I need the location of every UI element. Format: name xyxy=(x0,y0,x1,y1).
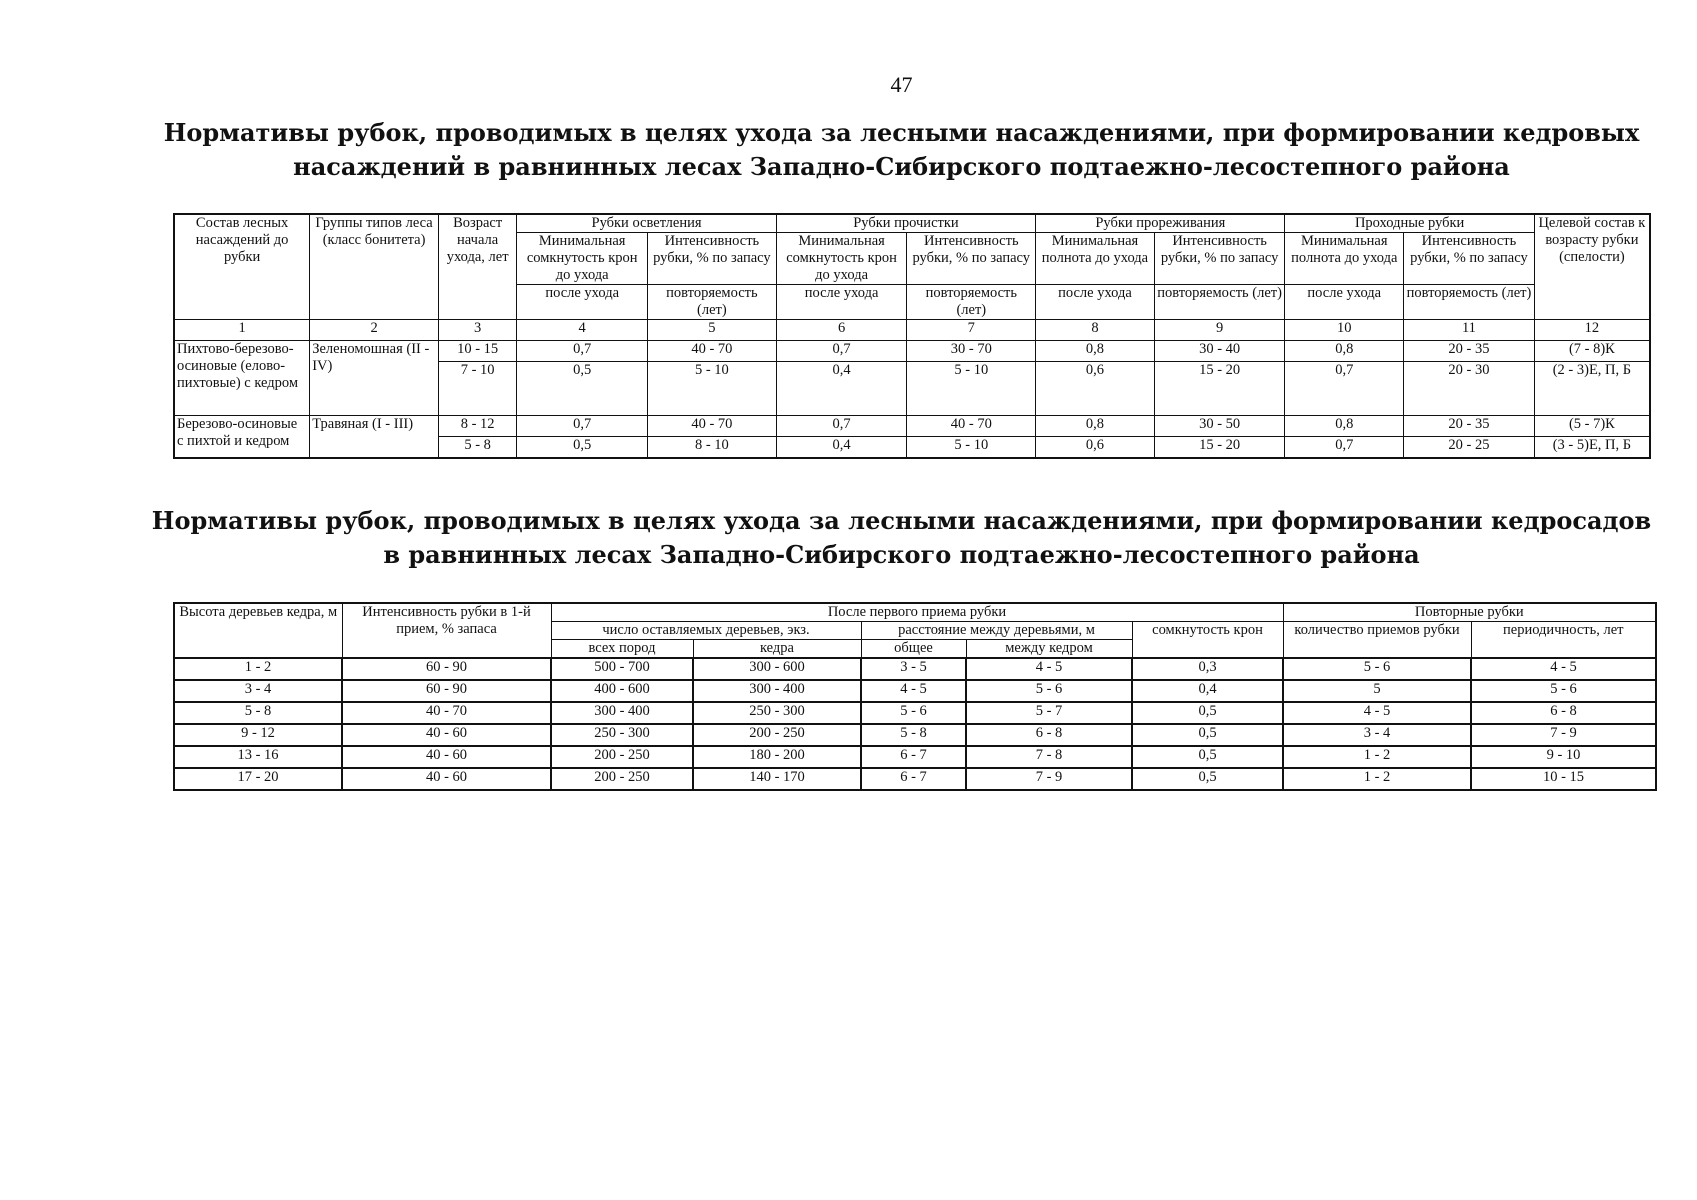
table-cell: 8 - 10 xyxy=(648,437,777,459)
table-cell: 5 - 6 xyxy=(966,680,1132,702)
header-canopy: сомкнутость крон xyxy=(1132,622,1283,659)
header-period: периодичность, лет xyxy=(1471,622,1656,659)
table-row xyxy=(174,658,1656,680)
group-forest-type: Зеленомошная (II - IV) xyxy=(310,341,439,416)
table-cell: 250 - 300 xyxy=(551,724,693,746)
table-cell: 7 - 8 xyxy=(966,746,1132,768)
table-cell: 0,7 xyxy=(776,341,907,362)
table-cell: (3 - 5)Е, П, Б xyxy=(1534,437,1650,459)
column-number: 3 xyxy=(438,320,516,341)
table-cell: 5 - 7 xyxy=(966,702,1132,724)
table-row xyxy=(174,680,1656,702)
header-cedar: кедра xyxy=(693,640,861,659)
table-cell: 4 - 5 xyxy=(1471,658,1656,680)
table-cell: 0,6 xyxy=(1036,362,1155,416)
table-cell: 0,7 xyxy=(776,416,907,437)
table1-column-numbers xyxy=(174,320,1650,341)
header-repeat: повторяемость (лет) xyxy=(648,285,777,320)
table-cell: (7 - 8)К xyxy=(1534,341,1650,362)
table-cell: 20 - 30 xyxy=(1404,362,1535,416)
table-cell: 30 - 50 xyxy=(1154,416,1285,437)
table-cell: 20 - 35 xyxy=(1404,341,1535,362)
table-cell: 40 - 70 xyxy=(648,416,777,437)
table-cell: 5 - 10 xyxy=(648,362,777,416)
header-count: количество приемов рубки xyxy=(1283,622,1471,659)
table-cell: 5 - 10 xyxy=(907,362,1036,416)
column-number: 4 xyxy=(517,320,648,341)
column-number: 12 xyxy=(1534,320,1650,341)
table2-header-row-1 xyxy=(174,603,1656,622)
header-cleaning: Рубки прочистки xyxy=(776,214,1035,233)
table-cell: 15 - 20 xyxy=(1154,437,1285,459)
table-row xyxy=(174,768,1656,790)
header-after: после ухода xyxy=(517,285,648,320)
table-row xyxy=(174,702,1656,724)
table-cell: 250 - 300 xyxy=(693,702,861,724)
column-number: 7 xyxy=(907,320,1036,341)
table-cell: 140 - 170 xyxy=(693,768,861,790)
table-cell: 1 - 2 xyxy=(174,658,342,680)
header-trees-left: число оставляемых деревьев, экз. xyxy=(551,622,861,640)
table-cell: 0,7 xyxy=(1285,362,1404,416)
header-repeat-cuts: Повторные рубки xyxy=(1283,603,1656,622)
header-thinning: Рубки прореживания xyxy=(1036,214,1285,233)
table-cell: 3 - 4 xyxy=(1283,724,1471,746)
header-forest-types: Группы типов леса (класс бонитета) xyxy=(310,214,439,320)
header-min-canopy: Минимальная сомкнутость крон до ухода xyxy=(517,233,648,285)
column-number: 8 xyxy=(1036,320,1155,341)
column-number: 5 xyxy=(648,320,777,341)
table-cell: 7 - 10 xyxy=(438,362,516,416)
group-composition: Пихтово-березово-осиновые (елово-пихтовые) с кедром xyxy=(174,341,310,416)
header-intensity: Интенсивность рубки, % по запасу xyxy=(1154,233,1285,285)
table-cell: 300 - 400 xyxy=(551,702,693,724)
group-composition: Березово-осиновые с пихтой и кедром xyxy=(174,416,310,459)
table2-title-line-1: Нормативы рубок, проводимых в целях ухода за лесными насаждениями, при формировании кедросадов xyxy=(151,506,1652,535)
table-cell: 0,3 xyxy=(1132,658,1283,680)
table-cell: 5 xyxy=(1283,680,1471,702)
table-cell: 13 - 16 xyxy=(174,746,342,768)
table-cell: 200 - 250 xyxy=(693,724,861,746)
table-cell: 0,5 xyxy=(1132,768,1283,790)
table-cell: 0,4 xyxy=(776,437,907,459)
table-row xyxy=(174,341,1650,362)
table-cell: 3 - 4 xyxy=(174,680,342,702)
table-cell: (5 - 7)К xyxy=(1534,416,1650,437)
table-cell: 8 - 12 xyxy=(438,416,516,437)
header-after: после ухода xyxy=(1036,285,1155,320)
table-cell: 500 - 700 xyxy=(551,658,693,680)
table-cell: 0,5 xyxy=(1132,702,1283,724)
table-cell: 20 - 25 xyxy=(1404,437,1535,459)
table-row xyxy=(174,416,1650,437)
header-clarification: Рубки осветления xyxy=(517,214,776,233)
table-cell: 0,7 xyxy=(517,341,648,362)
table1-title-line-2: насаждений в равнинных лесах Западно-Сибирского подтаежно-лесостепного района xyxy=(293,152,1510,181)
table-cell: 0,8 xyxy=(1285,341,1404,362)
table-cell: 5 - 8 xyxy=(174,702,342,724)
header-total: общее xyxy=(861,640,966,659)
table-cell: 7 - 9 xyxy=(1471,724,1656,746)
table-cell: 40 - 70 xyxy=(648,341,777,362)
table-cell: 5 - 6 xyxy=(861,702,966,724)
group-forest-type: Травяная (I - III) xyxy=(310,416,439,459)
table-cell: 0,7 xyxy=(517,416,648,437)
table-cell: 0,6 xyxy=(1036,437,1155,459)
table-cell: 40 - 60 xyxy=(342,724,551,746)
table-cell: 6 - 8 xyxy=(966,724,1132,746)
table-cell: 6 - 7 xyxy=(861,746,966,768)
table-cell: 5 - 6 xyxy=(1283,658,1471,680)
table-cell: 17 - 20 xyxy=(174,768,342,790)
table-cell: 10 - 15 xyxy=(1471,768,1656,790)
table-cell: 15 - 20 xyxy=(1154,362,1285,416)
column-number: 11 xyxy=(1404,320,1535,341)
header-after: после ухода xyxy=(776,285,907,320)
table-cell: 400 - 600 xyxy=(551,680,693,702)
header-intensity: Интенсивность рубки, % по запасу xyxy=(648,233,777,285)
table-cell: 5 - 8 xyxy=(861,724,966,746)
header-min-canopy: Минимальная сомкнутость крон до ухода xyxy=(776,233,907,285)
page-number: 47 xyxy=(890,72,913,97)
table-row xyxy=(174,746,1656,768)
header-target: Целевой состав к возрасту рубки (спелости) xyxy=(1534,214,1650,320)
table-cell: 40 - 60 xyxy=(342,746,551,768)
header-composition: Состав лесных насаждений до рубки xyxy=(174,214,310,320)
table-cell: 4 - 5 xyxy=(861,680,966,702)
table-cell: 4 - 5 xyxy=(1283,702,1471,724)
table-cell: 0,7 xyxy=(1285,437,1404,459)
table-cell: 200 - 250 xyxy=(551,746,693,768)
header-age: Возраст начала ухода, лет xyxy=(438,214,516,320)
table-cell: 3 - 5 xyxy=(861,658,966,680)
table-cell: 0,4 xyxy=(776,362,907,416)
table-row xyxy=(174,724,1656,746)
table-cell: 1 - 2 xyxy=(1283,746,1471,768)
header-between-cedar: между кедром xyxy=(966,640,1132,659)
header-after: после ухода xyxy=(1285,285,1404,320)
table-cell: 1 - 2 xyxy=(1283,768,1471,790)
table1-header-row-1 xyxy=(174,214,1650,233)
column-number: 6 xyxy=(776,320,907,341)
table-cell: 30 - 70 xyxy=(907,341,1036,362)
table-cell: 5 - 6 xyxy=(1471,680,1656,702)
table-cell: 9 - 10 xyxy=(1471,746,1656,768)
table2 xyxy=(173,602,1657,791)
table-cell: 0,5 xyxy=(517,362,648,416)
header-intensity: Интенсивность рубки в 1-й прием, % запаса xyxy=(342,603,551,658)
table2-title xyxy=(0,504,1697,572)
table-cell: 20 - 35 xyxy=(1404,416,1535,437)
column-number: 2 xyxy=(310,320,439,341)
table-cell: 10 - 15 xyxy=(438,341,516,362)
header-distance: расстояние между деревьями, м xyxy=(861,622,1132,640)
header-min-density: Минимальная полнота до ухода xyxy=(1285,233,1404,285)
table-cell: (2 - 3)Е, П, Б xyxy=(1534,362,1650,416)
column-number: 1 xyxy=(174,320,310,341)
table-cell: 0,5 xyxy=(1132,746,1283,768)
table-cell: 9 - 12 xyxy=(174,724,342,746)
table-cell: 6 - 7 xyxy=(861,768,966,790)
header-intensity: Интенсивность рубки, % по запасу xyxy=(907,233,1036,285)
column-number: 9 xyxy=(1154,320,1285,341)
table-cell: 5 - 8 xyxy=(438,437,516,459)
table2-title-line-2: в равнинных лесах Западно-Сибирского подтаежно-лесостепного района xyxy=(383,540,1420,569)
table-cell: 40 - 70 xyxy=(342,702,551,724)
table-cell: 200 - 250 xyxy=(551,768,693,790)
table-cell: 0,5 xyxy=(517,437,648,459)
table-cell: 5 - 10 xyxy=(907,437,1036,459)
table-cell: 300 - 600 xyxy=(693,658,861,680)
table-cell: 40 - 60 xyxy=(342,768,551,790)
table-cell: 0,4 xyxy=(1132,680,1283,702)
header-repeat: повторяемость (лет) xyxy=(907,285,1036,320)
table-cell: 7 - 9 xyxy=(966,768,1132,790)
table-cell: 40 - 70 xyxy=(907,416,1036,437)
table1-title-line-1: Нормативы рубок, проводимых в целях ухода за лесными насаждениями, при формировании кедровых xyxy=(163,118,1640,147)
header-after-first: После первого приема рубки xyxy=(551,603,1283,622)
table-cell: 0,8 xyxy=(1036,416,1155,437)
table-cell: 0,5 xyxy=(1132,724,1283,746)
header-intensity: Интенсивность рубки, % по запасу xyxy=(1404,233,1535,285)
table-cell: 30 - 40 xyxy=(1154,341,1285,362)
table-cell: 4 - 5 xyxy=(966,658,1132,680)
header-all-species: всех пород xyxy=(551,640,693,659)
header-height: Высота деревьев кедра, м xyxy=(174,603,342,658)
column-number: 10 xyxy=(1285,320,1404,341)
table-cell: 6 - 8 xyxy=(1471,702,1656,724)
table-cell: 300 - 400 xyxy=(693,680,861,702)
table-cell: 60 - 90 xyxy=(342,680,551,702)
table-cell: 60 - 90 xyxy=(342,658,551,680)
table-cell: 180 - 200 xyxy=(693,746,861,768)
table-cell: 0,8 xyxy=(1036,341,1155,362)
table1-title xyxy=(0,116,1697,184)
header-passage: Проходные рубки xyxy=(1285,214,1534,233)
header-repeat: повторяемость (лет) xyxy=(1404,285,1535,320)
header-repeat: повторяемость (лет) xyxy=(1154,285,1285,320)
table1 xyxy=(173,213,1651,459)
table-cell: 0,8 xyxy=(1285,416,1404,437)
header-min-density: Минимальная полнота до ухода xyxy=(1036,233,1155,285)
